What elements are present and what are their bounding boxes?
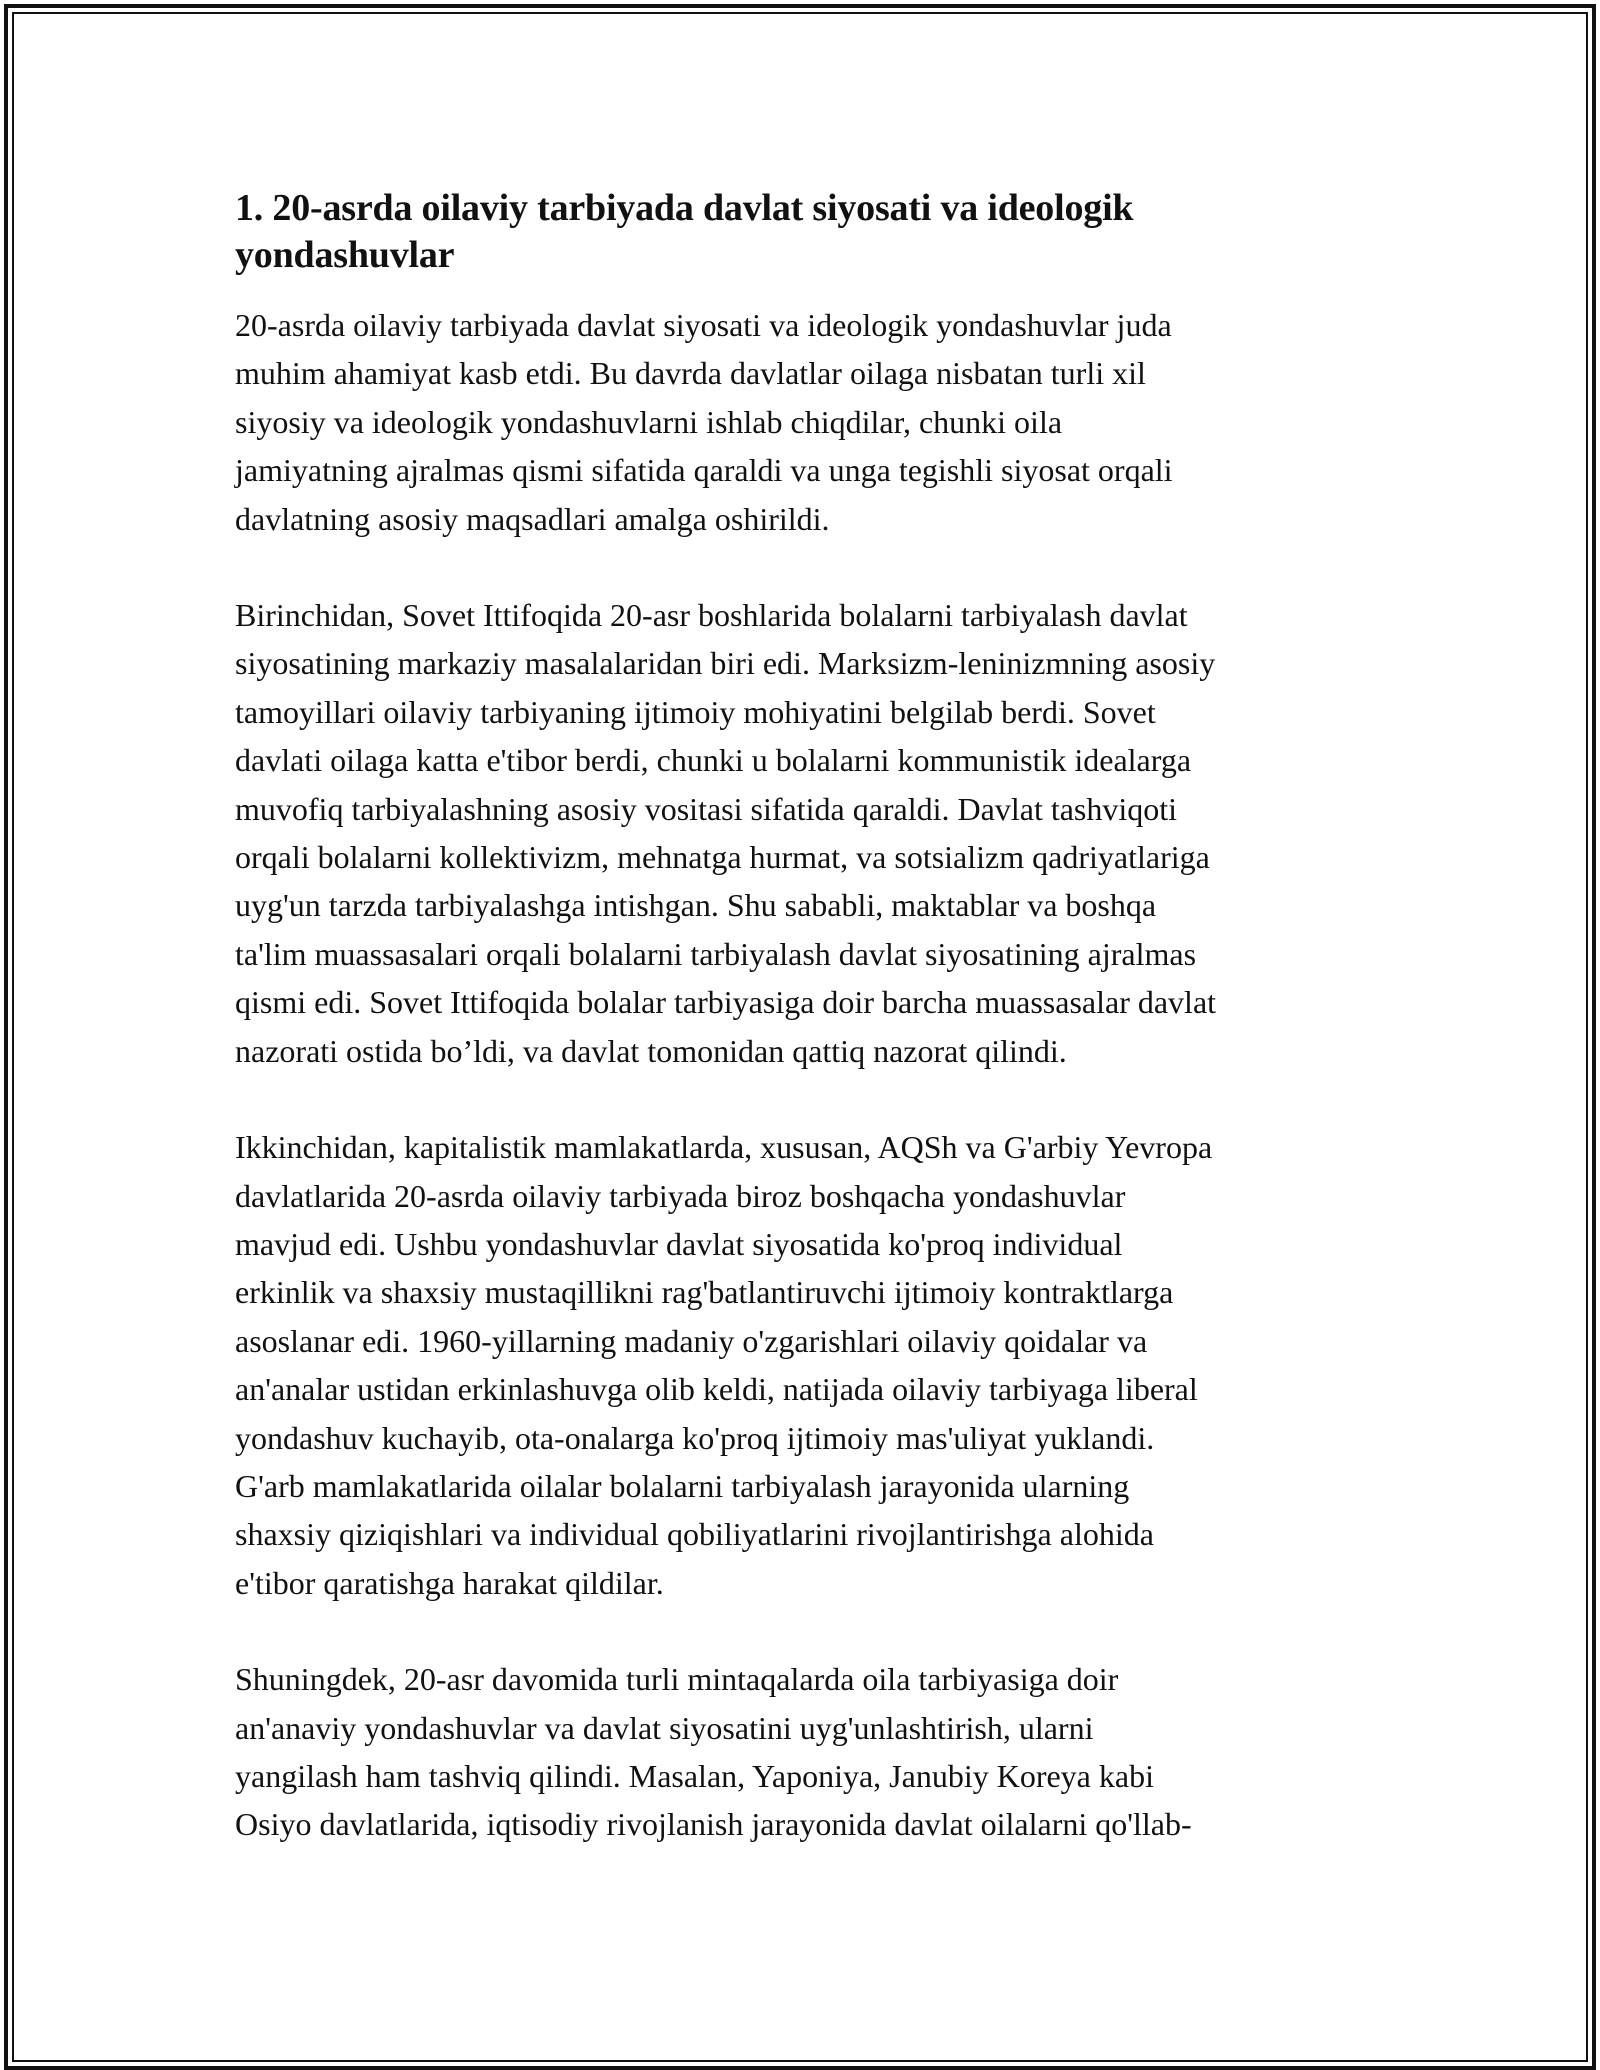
paragraph-soviet [235,591,1370,1075]
text-line: qismi edi. Sovet Ittifoqida bolalar tarbiyasiga doir barcha muassasalar davlat [235,984,1217,1021]
text-line: asoslanar edi. 1960-yillarning madaniy o'zgarishlari oilaviy qoidalar va [235,1322,1148,1359]
text-line: muhim ahamiyat kasb etdi. Bu davrda davlatlar oilaga nisbatan turli xil [235,355,1146,392]
text-line: uyg'un tarzda tarbiyalashga intishgan. Shu sababli, maktablar va boshqa [235,887,1157,924]
text-line: erkinlik va shaxsiy mustaqillikni rag'batlantiruvchi ijtimoiy kontraktlarga [235,1274,1174,1311]
text-line: G'arb mamlakatlarida oilalar bolalarni tarbiyalash jarayonida ularning [235,1467,1130,1504]
text-line: Ikkinchidan, kapitalistik mamlakatlarda, xususan, AQSh va G'arbiy Yevropa [235,1129,1213,1166]
text-line: jamiyatning ajralmas qismi sifatida qaraldi va unga tegishli siyosat orqali [235,452,1173,489]
paragraph-capitalist [235,1123,1370,1607]
text-line: shaxsiy qiziqishlari va individual qobiliyatlarini rivojlantirishga alohida [235,1516,1154,1553]
text-line: orqali bolalarni kollektivizm, mehnatga hurmat, va sotsializm qadriyatlariga [235,839,1210,876]
section-heading [235,185,1370,279]
text-line: mavjud edi. Ushbu yondashuvlar davlat siyosatida ko'proq individual [235,1225,1123,1262]
text-line: siyosatining markaziy masalalaridan biri edi. Marksizm-leninizmning asosiy [235,645,1216,682]
text-line: davlati oilaga katta e'tibor berdi, chunki u bolalarni kommunistik idealarga [235,742,1192,779]
text-line: an'analar ustidan erkinlashuvga olib keldi, natijada oilaviy tarbiyaga liberal [235,1371,1198,1408]
text-line: tamoyillari oilaviy tarbiyaning ijtimoiy mohiyatini belgilab berdi. Sovet [235,693,1156,730]
text-line: 20-asrda oilaviy tarbiyada davlat siyosati va ideologik yondashuvlar juda [235,307,1172,343]
text-line: davlatlarida 20-asrda oilaviy tarbiyada biroz boshqacha yondashuvlar [235,1177,1126,1214]
text-line: Osiyo davlatlarida, iqtisodiy rivojlanish jarayonida davlat oilalarni qo'llab- [235,1806,1192,1843]
text-line: yangilash ham tashviq qilindi. Masalan, Yaponiya, Janubiy Koreya kabi [235,1757,1154,1794]
text-line: Shuningdek, 20-asr davomida turli mintaqalarda oila tarbiyasiga doir [235,1661,1119,1698]
text-line: nazorati ostida bo’ldi, va davlat tomonidan qattiq nazorat qilindi. [235,1032,1067,1069]
document-body [235,185,1370,1897]
heading-line: 1. 20-asrda oilaviy tarbiyada davlat siyosati va ideologik [235,187,1134,229]
paragraph-intro [235,301,1370,543]
text-line: yondashuv kuchayib, ota-onalarga ko'proq ijtimoiy mas'uliyat yuklandi. [235,1419,1155,1456]
text-line: siyosiy va ideologik yondashuvlarni ishlab chiqdilar, chunki oila [235,403,1063,440]
heading-line: yondashuvlar [235,234,455,276]
text-line: ta'lim muassasalari orqali bolalarni tarbiyalash davlat siyosatining ajralmas [235,935,1197,972]
text-line: e'tibor qaratishga harakat qildilar. [235,1564,664,1601]
text-line: Birinchidan, Sovet Ittifoqida 20-asr boshlarida bolalarni tarbiyalash davlat [235,597,1188,634]
text-line: muvofiq tarbiyalashning asosiy vositasi sifatida qaraldi. Davlat tashviqoti [235,790,1178,827]
paragraph-asia [235,1655,1370,1849]
text-line: an'anaviy yondashuvlar va davlat siyosatini uyg'unlashtirish, ularni [235,1709,1094,1746]
text-line: davlatning asosiy maqsadlari amalga oshirildi. [235,500,830,537]
